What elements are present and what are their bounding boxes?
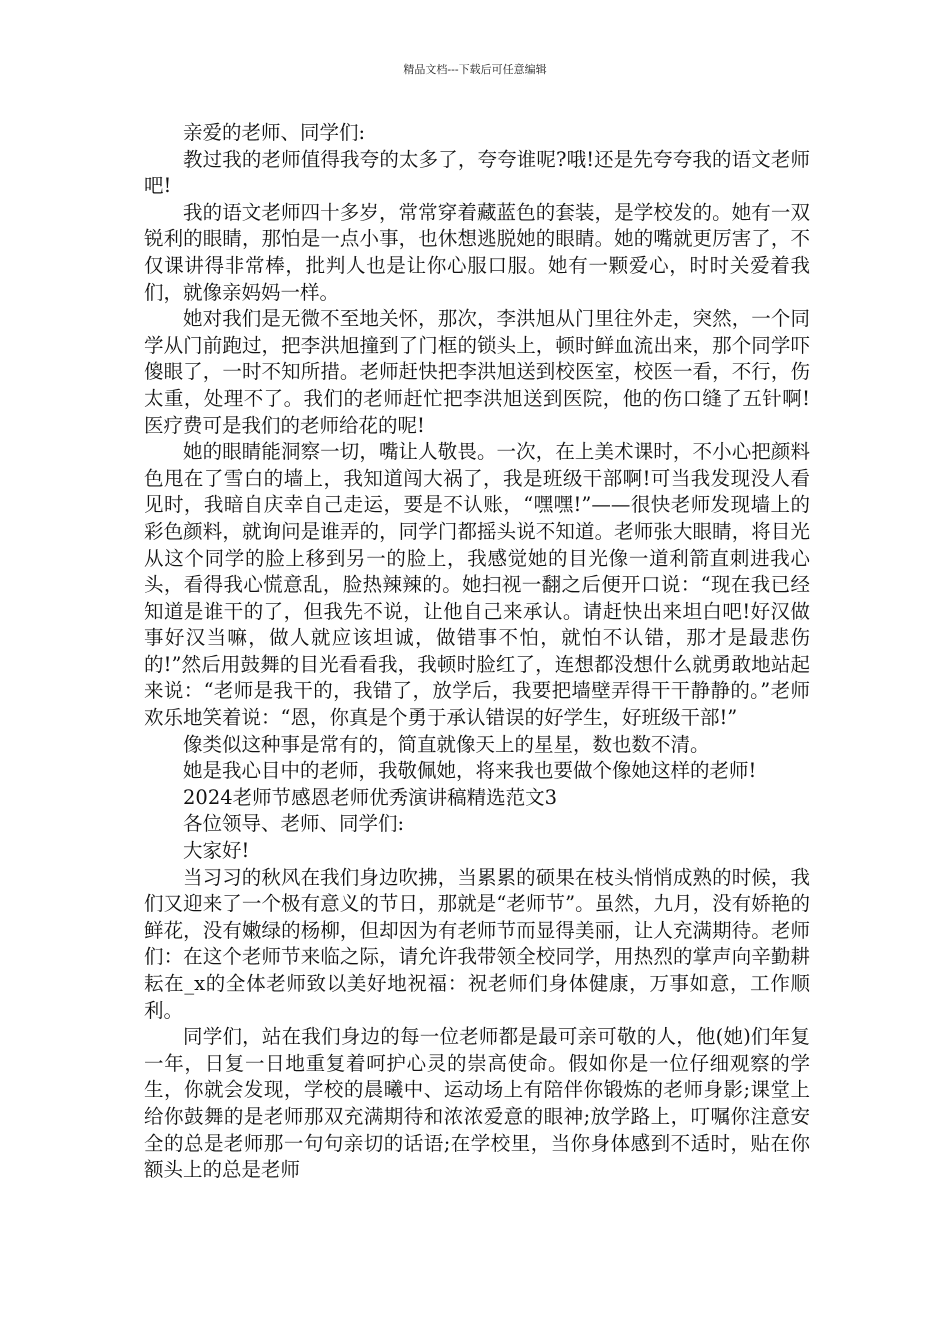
body-paragraph: 教过我的老师值得我夸的太多了，夸夸谁呢?哦!还是先夸夸我的语文老师吧! [144, 147, 810, 198]
body-paragraph: 当习习的秋风在我们身边吹拂，当累累的硕果在枝头悄悄成熟的时候，我们又迎来了一个极有意义的节日，那就是“老师节”。虽然，九月，没有娇艳的鲜花，没有嫩绿的杨柳，但却因为有老师节而显得美丽，让人充满期待。老师们：在这个老师节来临之际，请允许我带领全校同学，用热烈的掌声向辛勤耕耘在_x的全体老师致以美好地祝福：祝老师们身体健康，万事如意，工作顺利。 [144, 865, 810, 1022]
body-paragraph: 像类似这种事是常有的，简直就像天上的星星，数也数不清。 [183, 732, 710, 756]
section-title: 2024老师节感恩老师优秀演讲稿精选范文3 [183, 785, 558, 809]
document-body [144, 120, 810, 1184]
body-paragraph: 她的眼睛能洞察一切，嘴让人敬畏。一次，在上美术课时，不小心把颜料色甩在了雪白的墙上，我知道闯大祸了，我是班级干部啊!可当我发现没人看见时，我暗自庆幸自己走运，要是不认账，“嘿嘿!”——很快老师发现墙上的彩色颜料，就询问是谁弄的，同学门都摇头说不知道。老师张大眼睛，将目光从这个同学的脸上移到另一的脸上，我感觉她的目光像一道利箭直刺进我心头，看得我心慌意乱，脸热辣辣的。她扫视一翻之后便开口说：“现在我已经知道是谁干的了，但我先不说，让他自己来承认。请赶快出来坦白吧!好汉做事好汉当嘛，做人就应该坦诚，做错事不怕，就怕不认错，那才是最悲伤的!”然后用鼓舞的目光看看我，我顿时脸红了，连想都没想什么就勇敢地站起来说：“老师是我干的，我错了，放学后，我要把墙壁弄得干干静静的。”老师欢乐地笑着说：“恩，你真是个勇于承认错误的好学生，好班级干部!” [144, 440, 810, 730]
body-paragraph: 同学们，站在我们身边的每一位老师都是最可亲可敬的人，他(她)们年复一年，日复一日地重复着呵护心灵的崇高使命。假如你是一位仔细观察的学生，你就会发现，学校的晨曦中、运动场上有陪伴你锻炼的老师身影;课堂上给你鼓舞的是老师那双充满期待和浓浓爱意的眼神;放学路上，叮嘱你注意安全的总是老师那一句句亲切的话语;在学校里，当你身体感到不适时，贴在你额头上的总是老师 [144, 1025, 810, 1182]
body-paragraph: 她是我心目中的老师，我敬佩她，将来我也要做个像她这样的老师! [183, 759, 757, 783]
greeting-paragraph: 大家好! [183, 839, 250, 863]
body-paragraph: 我的语文老师四十多岁，常常穿着藏蓝色的套装，是学校发的。她有一双锐利的眼睛，那怕是一点小事，也休想逃脱她的眼睛。她的嘴就更厉害了，不仅课讲得非常棒，批判人也是让你心服口服。她有一颗爱心，时时关爱着我们，就像亲妈妈一样。 [144, 200, 810, 304]
body-paragraph: 她对我们是无微不至地关怀，那次，李洪旭从门里往外走，突然，一个同学从门前跑过，把李洪旭撞到了门框的锁头上，顿时鲜血流出来，那个同学吓傻眼了，一时不知所措。老师赶快把李洪旭送到校医室，校医一看，不行，伤太重，处理不了。我们的老师赶忙把李洪旭送到医院，他的伤口缝了五针啊!医疗费可是我们的老师给花的呢! [144, 307, 810, 437]
greeting-paragraph: 各位领导、老师、同学们: [183, 812, 405, 836]
page-header: 精品文档---下载后可任意编辑 [403, 63, 547, 76]
greeting-paragraph: 亲爱的老师、同学们: [183, 121, 366, 144]
